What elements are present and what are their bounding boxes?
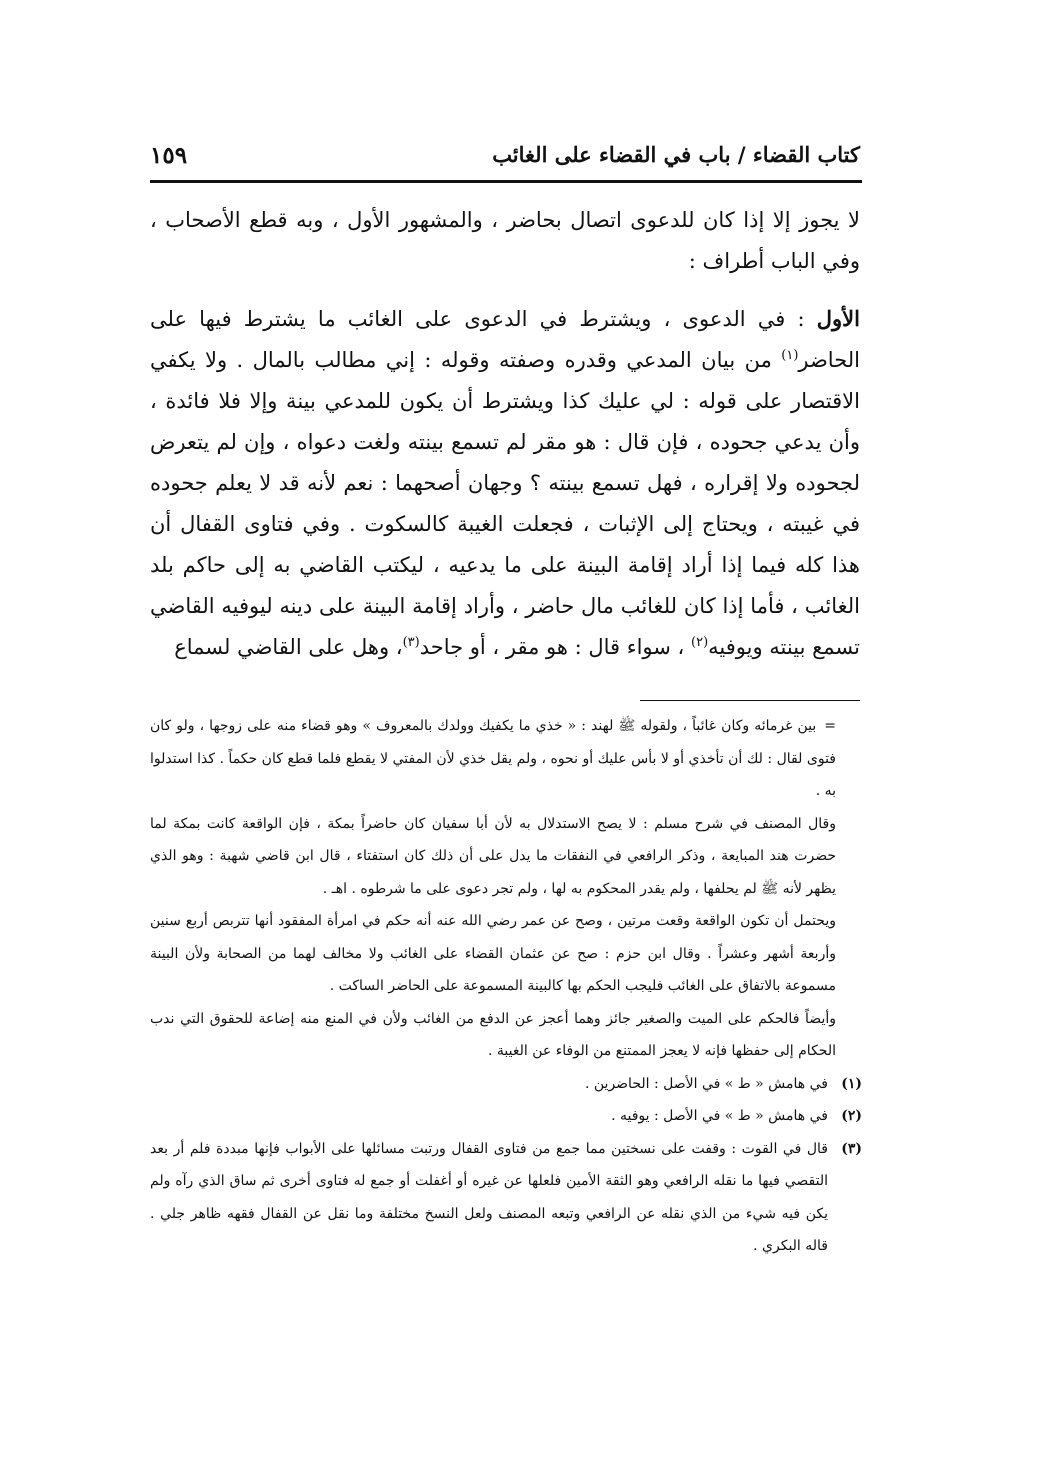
footnote-2 bbox=[150, 1100, 862, 1133]
paragraph-2-part-a: : في الدعوى ، ويشترط في الدعوى على الغائب ما يشترط فيها على الحاضر bbox=[150, 307, 860, 372]
running-header bbox=[150, 138, 860, 182]
footnote-number: (١) bbox=[841, 1075, 862, 1092]
paragraph-2-part-b: من بيان المدعي وقدره وصفته وقوله : إني مطالب بالمال . ولا يكفي الاقتصار على قوله : لي عليك كذا ويشترط أن يكون للمدعي بينة وإلا فلا فائدة ، وأن يدعي جحوده ، فإن قال : هو مقر لم تسمع بينته ولغت دعواه ، وإن لم يتعرض لجحوده ولا إقراره ، فهل تسمع بينته ؟ وجهان أصحهما : نعم لأنه قد لا يعلم جحوده في غيبته ، ويحتاج إلى الإثبات ، فجعلت الغيبة كالسكوت . وفي فتاوى القفال أن هذا كله فيما إذا أراد إقامة البينة على ما يدعيه ، ليكتب القاضي به إلى حاكم بلد الغائب ، فأما إذا كان للغائب مال حاضر ، وأراد إقامة البينة على دينه ليوفيه القاضي تسمع بينته ويوفيه bbox=[150, 348, 860, 659]
header-rule bbox=[150, 180, 862, 183]
footnote-number: (٣) bbox=[841, 1140, 862, 1157]
paragraph-2-part-d: ، وهل على القاضي لسماع bbox=[174, 635, 403, 659]
footnote-ref-2[interactable]: (٢) bbox=[691, 635, 709, 650]
main-text bbox=[150, 200, 860, 668]
header-title: كتاب القضاء / باب في القضاء على الغائب bbox=[492, 142, 860, 167]
paragraph-2-part-c: ، سواء قال : هو مقر ، أو جاحد bbox=[419, 635, 692, 659]
footnote-continuation-2: وقال المصنف في شرح مسلم : لا يصح الاستدلال به لأن أبا سفيان كان حاضراً بمكة ، فإن الواقعة كانت بمكة لما حضرت هند المبايعة ، وذكر الرافعي في النفقات ما يدل على أن ذلك كان استفتاء ، قال ابن قاضي شهبة : وهو الذي يظهر لأنه ﷺ لم يحلفها ، ولم يقدر المحكوم به لها ، ولم تجر دعوى على ما شرطوه . اهـ . bbox=[150, 815, 836, 897]
section-lead: الأول bbox=[816, 306, 860, 331]
footnotes bbox=[150, 710, 862, 1263]
footnote-separator bbox=[640, 700, 860, 701]
footnote-text: قال في القوت : وقفت على نسختين مما جمع من فتاوى القفال ورتبت مسائلها على الأبواب فإنها مبددة فلم أر بعد التقصي فيها ما نقله الرافعي وهو الثقة الأمين فلعلها عن غيره أو أغفلت أو جمع له فتاوى أخرى ثم ساق الذي رآه ولم يكن فيه شيء من الذي نقله عن الرافعي وتبعه المصنف ولعل النسخ مختلفة وما نقل عن القفال فقهه ظاهر جلي . قاله البكري . bbox=[150, 1140, 828, 1254]
footnote-continuation-3: ويحتمل أن تكون الواقعة وقعت مرتين ، وصح عن عمر رضي الله عنه أنه حكم في امرأة المفقود أنها تتربص أربع سنين وأربعة أشهر وعشراً . وقال ابن حزم : صح عن عثمان القضاء على الغائب ولا مخالف لهما من الصحابة ولأن البينة مسموعة بالاتفاق على الغائب فليجب الحكم بها كالبينة المسموعة على الحاضر الساكت . bbox=[150, 913, 836, 994]
footnote-text: في هامش « ط » في الأصل : يوفيه . bbox=[611, 1108, 828, 1124]
footnote-1 bbox=[150, 1068, 862, 1101]
paragraph-1: لا يجوز إلا إذا كان للدعوى اتصال بحاضر ، والمشهور الأول ، وبه قطع الأصحاب ، وفي الباب أطراف : bbox=[150, 208, 860, 273]
footnote-continuation-4: وأيضاً فالحكم على الميت والصغير جائز وهما أعجز عن الدفع من الغائب ولأن في المنع منه إضاعة للحقوق التي ندب الحكام إلى حفظها فإنه لا يعجز الممتنع من الوفاء عن الغيبة . bbox=[150, 1010, 836, 1059]
footnote-continuation-1 bbox=[150, 710, 862, 808]
footnote-3 bbox=[150, 1133, 862, 1263]
footnote-ref-3[interactable]: (٣) bbox=[402, 635, 420, 650]
page-number: ١٥٩ bbox=[150, 142, 188, 169]
footnote-continuation-text-1: بين غرمائه وكان غائباً ، ولقوله ﷺ لهند : « خذي ما يكفيك وولدك بالمعروف » وهو قضاء منه على زوجها ، ولو كان فتوى لقال : لك أن تأخذي أو لا بأس عليك أو نحوه ، ولم يقل خذي لأن المفتي لا يقطع فلما قطع كان حكماً . كذا استدلوا به . bbox=[150, 718, 836, 799]
continuation-marker: = bbox=[824, 718, 836, 734]
paragraph-2 bbox=[150, 298, 860, 668]
footnote-ref-1[interactable]: (١) bbox=[781, 348, 799, 363]
footnote-number: (٢) bbox=[841, 1108, 862, 1124]
footnote-text: في هامش « ط » في الأصل : الحاضرين . bbox=[584, 1075, 828, 1092]
